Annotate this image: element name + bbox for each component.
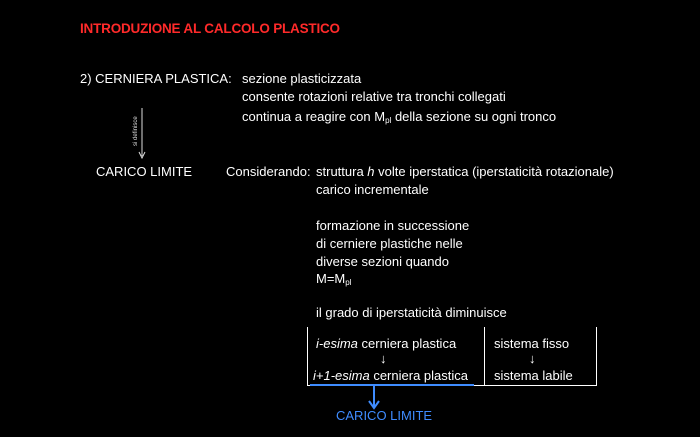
blue-underline — [310, 384, 474, 386]
item-reagire: continua a reagire con $M_{pl}$ della sezione su ogni tronco — [242, 109, 557, 125]
table-right-border — [596, 327, 597, 385]
considerando-line2: carico incrementale — [316, 182, 429, 197]
considerando-line1: struttura h volte iperstatica (iperstaticità rotazionale) — [316, 164, 614, 179]
grado-text: il grado di iperstaticità diminuisce — [316, 305, 507, 320]
item-rotazioni: consente rotazioni relative tra tronchi collegati — [242, 89, 506, 104]
table-right-bottom: sistema labile — [494, 368, 573, 383]
table-divider — [484, 327, 485, 385]
formation-line-3: diverse sezioni quando — [316, 254, 449, 269]
arrow-left-icon: ↓ — [380, 351, 387, 366]
formation-line-2: di cerniere plastiche nelle — [316, 236, 463, 251]
item-sezione: sezione plasticizzata — [242, 71, 362, 86]
result-carico-limite: CARICO LIMITE — [336, 408, 433, 423]
considerando-label: Considerando: — [226, 164, 311, 179]
carico-limite-label: CARICO LIMITE — [96, 164, 193, 179]
down-arrow-icon — [138, 108, 146, 160]
table-left-border — [307, 327, 308, 385]
page-title: INTRODUZIONE AL CALCOLO PLASTICO — [80, 21, 340, 36]
table-left-bottom: i+1-esima cerniera plastica — [313, 368, 468, 383]
formation-line-1: formazione in successione — [316, 218, 470, 233]
side-note: si definisce — [133, 116, 139, 146]
arrow-right-icon: ↓ — [529, 351, 536, 366]
formation-line-4: $M=M_{pl}$ — [316, 271, 352, 287]
table-right-top: sistema fisso — [494, 336, 570, 351]
table-left-top: i-esima cerniera plastica — [316, 336, 457, 351]
section-label: 2) CERNIERA PLASTICA: — [80, 71, 232, 86]
